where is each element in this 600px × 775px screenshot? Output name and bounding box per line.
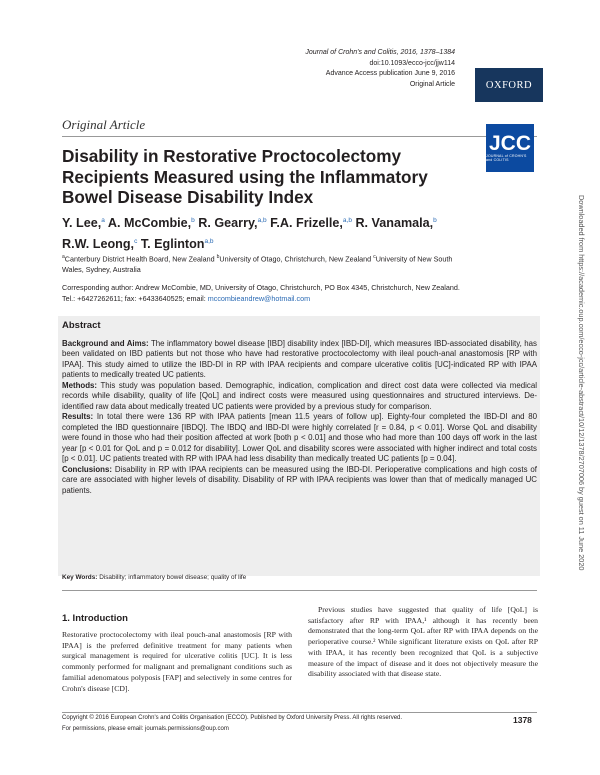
advance-access-date: Advance Access publication June 9, 2016 [325, 70, 455, 77]
header-divider [62, 136, 537, 137]
oxford-logo: OXFORD [475, 68, 543, 102]
jcc-logo [486, 124, 534, 172]
footer-copyright [62, 713, 402, 734]
keywords-divider [62, 590, 537, 591]
affiliation-b: University of Otago, Christchurch, New Zealand [219, 254, 372, 264]
abstract-section: Conclusions: Disability in RP with IPAA recipients can be measured using the IBD-DI. Perioperative complications and high costs of care are associated with higher levels of disability. Disability of RP with IPAA recipients was lower than that of medically managed UC patients. [62, 464, 537, 495]
introduction-left-column [62, 630, 292, 694]
introduction-paragraph: Restorative proctocolectomy with ileal pouch-anal anastomosis [RP with IPAA] is the preferred definitive treatment for many patients when surgical management is required for ulcerative colitis [UC]. It is less commonly performed for malignant and premalignant conditions such as familial adenomatous polyposis [FAP] and selectively in some centres for Crohn's disease [CD]. [62, 630, 292, 693]
author[interactable]: T. Eglinton$^{a,b}$ [140, 236, 214, 251]
corresponding-text: Corresponding author: Andrew McCombie, MD, University of Otago, Christchurch, PO Box 4345, Christchurch, New Zealand. Tel.: +6427262611; fax: +6433640525; email: [62, 283, 460, 303]
author-list [62, 212, 482, 253]
article-type: Original Article [62, 117, 146, 132]
abstract-section: Background and Aims: The inflammatory bowel disease [IBD] disability index [IBD-DI], which measures IBD-associated disability, has been validated on IBD patients but not those who have had restorative proctocolectomy with ileal pouch-anal anastomosis [RP with IPAA]. This study aimed to utilize the IBD-DI in RP with IPAA recipients and compare ulcerative colitis [UC]-indicated RP with IPAA patients to medically treated UC patients. [62, 338, 537, 379]
introduction-heading: 1. Introduction [62, 613, 128, 624]
article-title: Disability in Restorative Proctocolectomy Recipients Measured using the Inflammatory Bowel Disease Disability Index [62, 146, 428, 207]
abstract-heading: Abstract [62, 320, 101, 331]
author[interactable]: R.W. Leong,$^c$ [62, 236, 138, 251]
affiliations: $^a$Canterbury District Health Board, New Zealand $^b$University of Otago, Christchurch, New Zealand $^c$University of New South Wales, Sydney, Australia [62, 254, 453, 275]
affiliation-a: Canterbury District Health Board, New Zealand [64, 254, 215, 264]
introduction-paragraph: Previous studies have suggested that quality of life [QoL] is satisfactory after RP with IPAA,¹ although it has recently been demonstrated that the long-term QoL after RP with IPAA depends on the perioperative course.² While significant literature exists on QoL after RP with IPAA, it has recently been recognized that QoL is a subjective measure of the impact of disease and it does not objectively measure the disability associated with that disease state. [308, 605, 538, 679]
author[interactable]: R. Gearry,$^{a,b}$ [198, 216, 267, 231]
author[interactable]: R. Vanamala,$^b$ [355, 216, 437, 231]
author[interactable]: F.A. Frizelle,$^{a,b}$ [270, 216, 352, 231]
journal-info [305, 48, 455, 90]
journal-citation: Journal of Crohn's and Colitis, 2016, 1378–1384 [305, 49, 455, 56]
abstract-section: Results: In total there were 136 RP with IPAA patients [mean 11.5 years of follow up]. Eighty-four completed the IBD-DI and 80 completed the IBD questionnaire [IBDQ]. The IBDQ and IBD-DI were highly correlated [r = 0.84, p < 0.01]. Worse QoL and disability were found in those who had their position affected at work [both p < 0.01] and those who had more than 100 days off work in the last year [p < 0.01 for QoL and p = 0.012 for disability]. Lower QoL and disability scores were associated with higher indirect and total costs [p < 0.01]. UC patients treated with RP with IPAA had less disability than medically treated UC patients [p = 0.04]. [62, 412, 537, 463]
introduction-right-column [308, 605, 538, 680]
abstract [62, 321, 537, 496]
doi[interactable]: doi:10.1093/ecco-jcc/jjw114 [369, 59, 455, 67]
permissions-text: For permissions, please email: journals.permissions@oup.com [62, 725, 229, 732]
jcc-logo-subtext: JOURNAL of CROHN'S and COLITIS [486, 154, 527, 162]
jcc-logo-text: JCC [488, 132, 531, 155]
article-label: Original Article [409, 80, 455, 88]
keywords-text: Disability; inflammatory bowel disease; quality of life [99, 574, 247, 581]
keywords [62, 574, 246, 581]
download-sidebar-note: Downloaded from https://academic.oup.com/ecco-jcc/article-abstract/10/12/1378/2707006 by guest on 11 June 2020 [577, 195, 586, 571]
affiliation-c: University of New South Wales, Sydney, Australia [62, 254, 453, 275]
copyright-text: Copyright © 2016 European Crohn's and Colitis Organisation (ECCO). Published by Oxford University Press. All rights reserved. [62, 715, 403, 721]
page-number: 1378 [513, 715, 532, 725]
author[interactable]: A. McCombie,$^b$ [107, 216, 195, 231]
abstract-section: Methods: This study was population based. Demographic, indication, complication and direct cost data were collected via medical records while disability, quality of life [QoL] and indirect costs were measured using questionnaires and structured interviews. De-identified raw data about medically treated UC patients were provided by a previous study for comparison. [62, 380, 537, 411]
corresponding-author [62, 282, 474, 304]
corresponding-email-link[interactable]: mccombieandrew@hotmail.com [207, 294, 311, 303]
author[interactable]: Y. Lee,$^a$ [62, 216, 105, 231]
keywords-label: Key Words: [62, 574, 98, 581]
